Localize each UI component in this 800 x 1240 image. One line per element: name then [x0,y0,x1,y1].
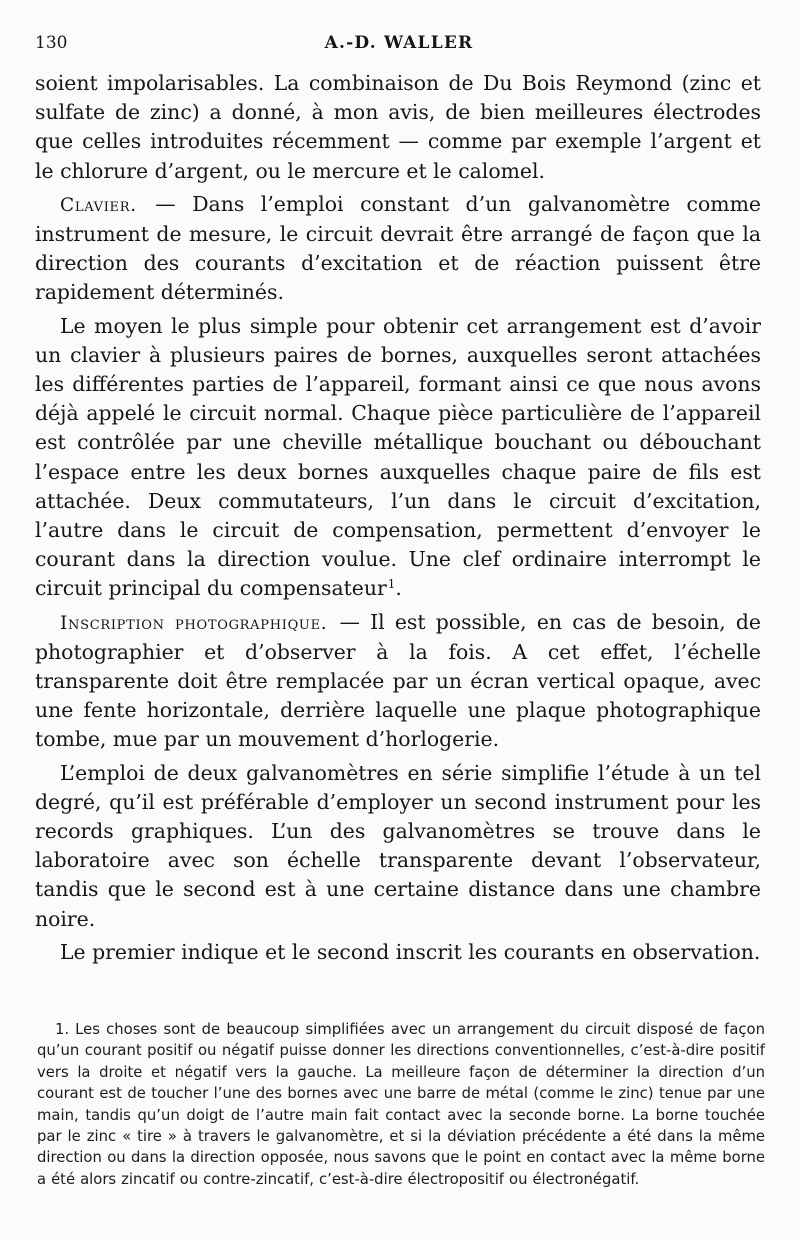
paragraph-inscription-text: — Il est possible, en cas de besoin, de photographier et d’observer à la fois. A cet effet, l’échelle transparente doit être remplacée par un écran vertical opaque, avec une fente horizontale, derrière laquelle une plaque photographique tombe, mue par un mouvement d’horlogerie. [35,609,761,752]
paragraph-arrangement [35,312,761,604]
paragraph-inscription [35,608,761,755]
paragraph-clavier-text: — Dans l’emploi constant d’un galvanomètre comme instrument de mesure, le circuit devrait être arrangé de façon que la direction des courants d’excitation et de réaction puissent être rapidement déterminés. [35,191,761,305]
section-heading-clavier: Clavier. [60,194,137,216]
paragraph-clavier [35,190,761,308]
paragraph-observation: Le premier indique et le second inscrit les courants en observation. [60,939,761,964]
main-text [35,69,761,971]
footnote-text: Les choses sont de beaucoup simplifiées avec un arrangement du circuit disposé de façon qu’un courant positif ou négatif puisse donner les directions conventionnelles, c’est-à-dire positif vers la droite et négatif vers la gauche. La meilleure façon de déterminer la direction d’un courant est de toucher l’une des bornes avec une barre de métal (comme le zinc) tenue par une main, tandis qu’un doigt de l’autre main fait contact avec la seconde borne. La borne touchée par le zinc « tire » à travers le galvanomètre, et si la déviation précédente a été dans la même direction ou dans la direction opposée, nous savons que le point en contact avec la même borne a été alors zincatif ou contre-zincatif, c’est-à-dire électropositif ou électronégatif. [37,1021,765,1188]
paragraph-arrangement-text: Le moyen le plus simple pour obtenir cet arrangement est d’avoir un clavier à plusieurs paires de bornes, auxquelles seront attachées les différentes parties de l’appareil, formant ainsi ce que nous avons déjà appelé le circuit normal. Chaque pièce particulière de l’appareil est contrôlée par une cheville métallique bouchant ou débouchant l’espace entre les deux bornes auxquelles chaque paire de fils est attachée. Deux commutateurs, l’un dans le circuit d’excitation, l’autre dans le circuit de compensation, permettent d’envoyer le courant dans la direction voulue. Une clef ordinaire interrompt le circuit principal du compensateur [35,313,761,601]
section-heading-inscription: Inscription photographique. [60,612,328,634]
footnote-reference: 1 [387,576,396,591]
paragraph-arrangement-end: . [395,576,402,601]
paragraph-electrodes: soient impolarisables. La combinaison de Du Bois Reymond (zinc et sulfate de zinc) a donné, à mon avis, de bien meilleures électrodes que celles introduites récemment — comme par exemple l’argent et le chlorure d’argent, ou le mercure et le calomel. [35,71,761,183]
footnote-number: 1. [55,1021,70,1038]
page-number: 130 [35,33,68,53]
paragraph-two-galvanometers: L’emploi de deux galvanomètres en série simplifie l’étude à un tel degré, qu’il est préférable d’employer un second instrument pour les records graphiques. L’un des galvanomètres se trouve dans le laboratoire avec son échelle transparente devant l’observateur, tandis que le second est à une certaine distance dans une chambre noire. [35,760,761,931]
footnote [37,1019,765,1190]
running-header [35,33,763,59]
running-title: A.-D. WALLER [324,33,474,53]
